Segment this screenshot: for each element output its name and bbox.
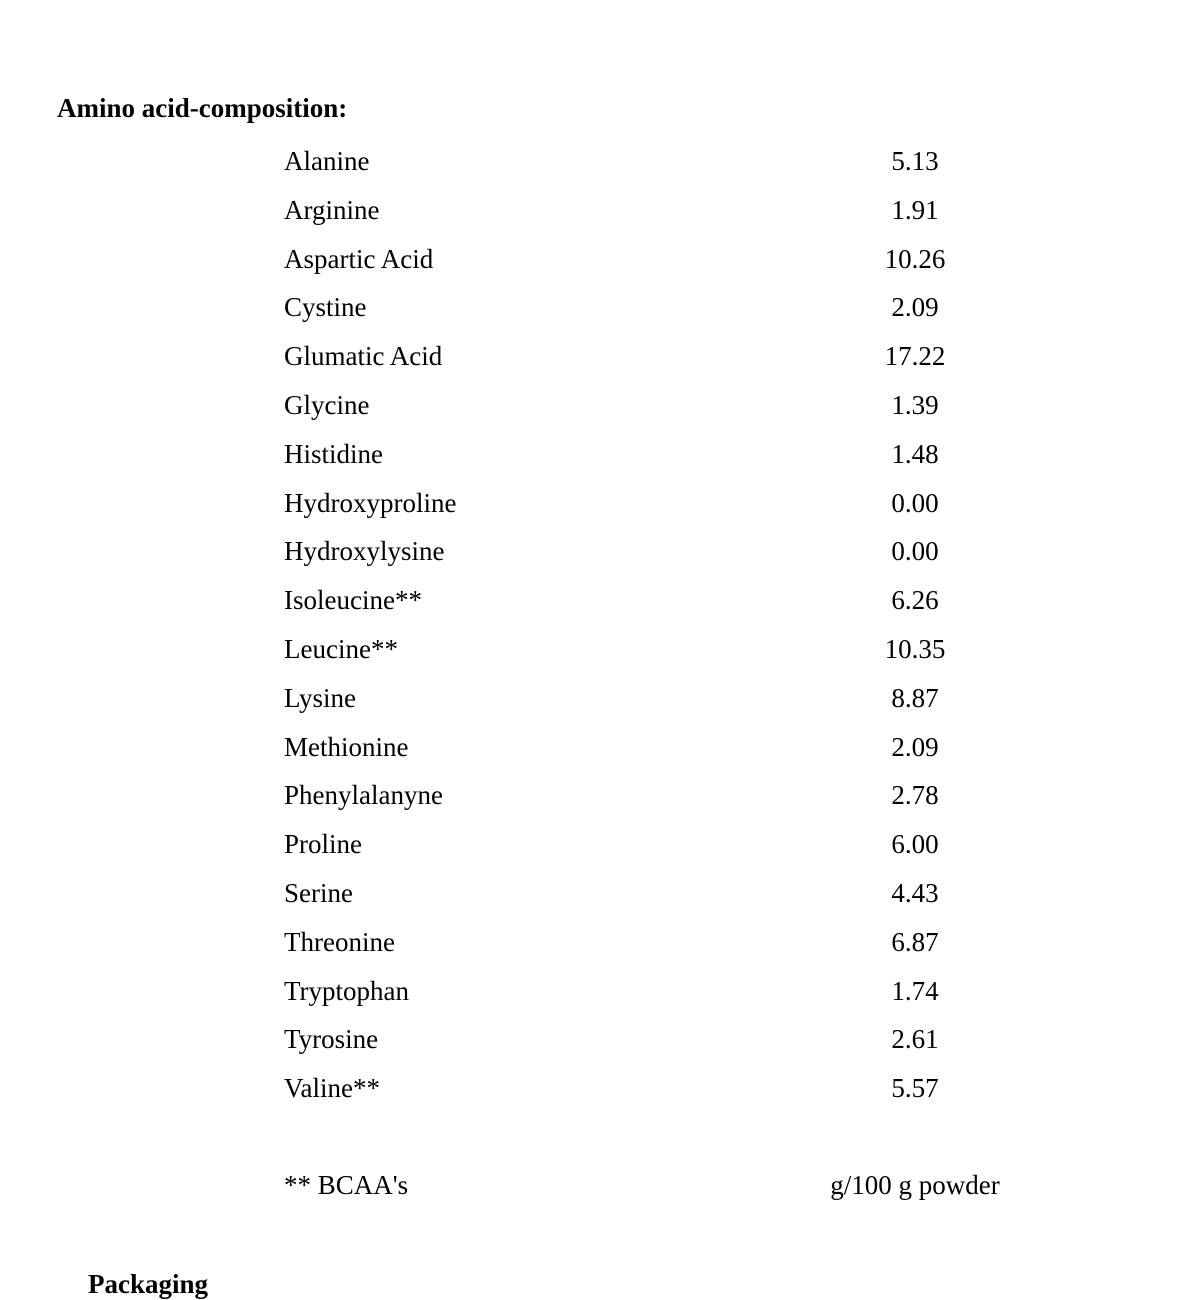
amino-acid-value: 0.00 [891,536,939,567]
amino-acid-name: Tyrosine [284,1024,379,1055]
amino-acid-row [284,290,1024,339]
amino-acid-value: 5.13 [891,146,939,176]
amino-acid-value: 4.43 [891,877,939,908]
amino-acid-row [284,534,1024,583]
amino-acid-value: 1.91 [891,194,939,225]
amino-acid-value: 6.26 [891,585,939,616]
unit-label: g/100 g powder [830,1170,1000,1200]
amino-acid-value: 10.35 [884,633,946,664]
amino-acid-value: 1.48 [891,438,939,469]
amino-acid-row [284,437,1024,486]
amino-acid-value: 5.57 [891,1073,939,1104]
amino-acid-row [284,1071,1024,1120]
amino-acid-row [284,730,1024,779]
amino-acid-name: Glumatic Acid [284,341,443,372]
amino-acid-name: Valine** [284,1073,380,1104]
amino-acid-name: Phenylalanyne [284,780,443,811]
amino-acid-value: 2.78 [891,780,939,811]
amino-acid-name: Tryptophan [284,975,410,1006]
amino-acid-name: Hydroxyproline [284,487,457,518]
amino-acid-value: 2.61 [891,1024,939,1055]
section-heading: Amino acid-composition: [57,93,348,123]
amino-acid-row [284,339,1024,388]
amino-acid-name: Serine [284,877,353,908]
amino-acid-value: 0.00 [891,487,939,518]
amino-acid-row [284,193,1024,242]
amino-acid-row [284,486,1024,535]
amino-acid-name: Methionine [284,731,409,762]
amino-acid-name: Alanine [284,146,370,176]
amino-acid-value: 6.00 [891,829,939,860]
amino-acid-name: Glycine [284,389,370,420]
amino-acid-list [284,144,1024,1120]
amino-acid-value: 8.87 [891,682,939,713]
amino-acid-row [284,144,1024,193]
amino-acid-value: 17.22 [884,341,946,372]
amino-acid-value: 10.26 [884,243,946,274]
amino-acid-row [284,778,1024,827]
amino-acid-value: 1.74 [891,975,939,1006]
amino-acid-name: Aspartic Acid [284,243,434,274]
bcaa-footnote: ** BCAA's [284,1170,409,1200]
amino-acid-name: Hydroxylysine [284,536,445,567]
amino-acid-row [284,974,1024,1023]
amino-acid-name: Lysine [284,682,356,713]
amino-acid-name: Histidine [284,438,383,469]
amino-acid-value: 2.09 [891,731,939,762]
amino-acid-name: Isoleucine** [284,585,422,616]
amino-acid-row [284,242,1024,291]
amino-acid-row [284,632,1024,681]
amino-acid-value: 2.09 [891,292,939,323]
amino-acid-name: Cystine [284,292,367,323]
amino-acid-name: Leucine** [284,633,398,664]
amino-acid-row [284,876,1024,925]
amino-acid-row [284,827,1024,876]
amino-acid-name: Threonine [284,926,395,957]
amino-acid-row [284,925,1024,974]
amino-acid-row [284,1022,1024,1071]
amino-acid-value: 1.39 [891,389,939,420]
amino-acid-name: Arginine [284,194,380,225]
amino-acid-row [284,388,1024,437]
amino-acid-row [284,583,1024,632]
next-section-heading: Packaging [88,1269,209,1299]
amino-acid-name: Proline [284,829,362,860]
amino-acid-value: 6.87 [891,926,939,957]
amino-acid-row [284,681,1024,730]
